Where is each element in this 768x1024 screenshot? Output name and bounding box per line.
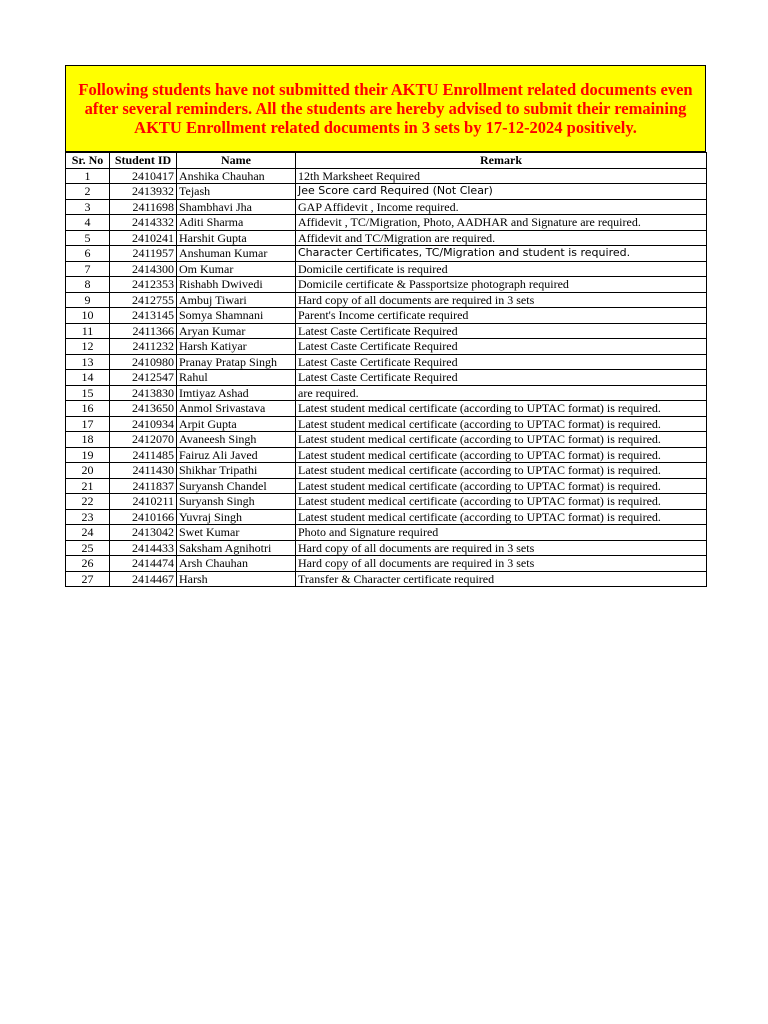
row-student-id: 2411232 bbox=[110, 339, 177, 355]
row-remark: are required. bbox=[296, 385, 707, 401]
row-sr-no: 9 bbox=[66, 292, 110, 308]
row-student-id: 2413145 bbox=[110, 308, 177, 324]
row-student-id: 2412547 bbox=[110, 370, 177, 386]
row-name: Somya Shamnani bbox=[177, 308, 296, 324]
row-sr-no: 19 bbox=[66, 447, 110, 463]
row-sr-no: 15 bbox=[66, 385, 110, 401]
row-sr-no: 8 bbox=[66, 277, 110, 293]
row-name: Suryansh Chandel bbox=[177, 478, 296, 494]
table-row bbox=[66, 494, 707, 510]
row-student-id: 2414433 bbox=[110, 540, 177, 556]
row-remark: Character Certificates, TC/Migration and student is required. bbox=[296, 246, 707, 262]
row-sr-no: 13 bbox=[66, 354, 110, 370]
row-sr-no: 16 bbox=[66, 401, 110, 417]
row-sr-no: 7 bbox=[66, 261, 110, 277]
row-student-id: 2412755 bbox=[110, 292, 177, 308]
row-sr-no: 25 bbox=[66, 540, 110, 556]
table-row bbox=[66, 370, 707, 386]
row-sr-no: 18 bbox=[66, 432, 110, 448]
table-row bbox=[66, 246, 707, 262]
row-name: Anshuman Kumar bbox=[177, 246, 296, 262]
table-row bbox=[66, 230, 707, 246]
row-sr-no: 5 bbox=[66, 230, 110, 246]
row-remark: Latest Caste Certificate Required bbox=[296, 339, 707, 355]
row-name: Rahul bbox=[177, 370, 296, 386]
row-name: Aryan Kumar bbox=[177, 323, 296, 339]
row-name: Imtiyaz Ashad bbox=[177, 385, 296, 401]
row-name: Anshika Chauhan bbox=[177, 168, 296, 184]
row-remark: Latest student medical certificate (according to UPTAC format) is required. bbox=[296, 401, 707, 417]
row-name: Suryansh Singh bbox=[177, 494, 296, 510]
table-row bbox=[66, 432, 707, 448]
row-name: Fairuz Ali Javed bbox=[177, 447, 296, 463]
row-student-id: 2410934 bbox=[110, 416, 177, 432]
header-student-id: Student ID bbox=[110, 153, 177, 169]
row-student-id: 2413650 bbox=[110, 401, 177, 417]
table-row bbox=[66, 323, 707, 339]
row-name: Harshit Gupta bbox=[177, 230, 296, 246]
row-student-id: 2413932 bbox=[110, 184, 177, 200]
row-sr-no: 21 bbox=[66, 478, 110, 494]
row-remark: GAP Affidevit , Income required. bbox=[296, 199, 707, 215]
row-remark: 12th Marksheet Required bbox=[296, 168, 707, 184]
row-remark: Jee Score card Required (Not Clear) bbox=[296, 184, 707, 200]
row-student-id: 2411837 bbox=[110, 478, 177, 494]
table-row bbox=[66, 447, 707, 463]
row-student-id: 2410241 bbox=[110, 230, 177, 246]
row-student-id: 2411430 bbox=[110, 463, 177, 479]
row-remark: Latest student medical certificate (according to UPTAC format) is required. bbox=[296, 447, 707, 463]
row-remark: Hard copy of all documents are required in 3 sets bbox=[296, 556, 707, 572]
row-name: Arsh Chauhan bbox=[177, 556, 296, 572]
table-row bbox=[66, 184, 707, 200]
table-row bbox=[66, 556, 707, 572]
row-student-id: 2414467 bbox=[110, 571, 177, 587]
notice-banner bbox=[65, 65, 706, 152]
row-sr-no: 23 bbox=[66, 509, 110, 525]
row-sr-no: 17 bbox=[66, 416, 110, 432]
table-row bbox=[66, 168, 707, 184]
row-sr-no: 14 bbox=[66, 370, 110, 386]
table-row bbox=[66, 509, 707, 525]
row-name: Om Kumar bbox=[177, 261, 296, 277]
row-remark: Domicile certificate & Passportsize photograph required bbox=[296, 277, 707, 293]
row-remark: Latest student medical certificate (according to UPTAC format) is required. bbox=[296, 478, 707, 494]
row-name: Swet Kumar bbox=[177, 525, 296, 541]
table-row bbox=[66, 339, 707, 355]
document-sheet bbox=[65, 65, 706, 587]
table-row bbox=[66, 199, 707, 215]
row-remark: Latest Caste Certificate Required bbox=[296, 370, 707, 386]
row-student-id: 2410166 bbox=[110, 509, 177, 525]
row-remark: Latest student medical certificate (according to UPTAC format) is required. bbox=[296, 416, 707, 432]
row-name: Anmol Srivastava bbox=[177, 401, 296, 417]
row-name: Tejash bbox=[177, 184, 296, 200]
header-sr-no: Sr. No bbox=[66, 153, 110, 169]
table-row bbox=[66, 277, 707, 293]
row-remark: Hard copy of all documents are required in 3 sets bbox=[296, 540, 707, 556]
row-sr-no: 2 bbox=[66, 184, 110, 200]
header-name: Name bbox=[177, 153, 296, 169]
row-remark: Photo and Signature required bbox=[296, 525, 707, 541]
row-student-id: 2412070 bbox=[110, 432, 177, 448]
row-name: Avaneesh Singh bbox=[177, 432, 296, 448]
row-student-id: 2414474 bbox=[110, 556, 177, 572]
table-row bbox=[66, 308, 707, 324]
table-row bbox=[66, 463, 707, 479]
row-student-id: 2410211 bbox=[110, 494, 177, 510]
row-remark: Latest student medical certificate (according to UPTAC format) is required. bbox=[296, 432, 707, 448]
table-row bbox=[66, 478, 707, 494]
row-name: Shikhar Tripathi bbox=[177, 463, 296, 479]
row-sr-no: 22 bbox=[66, 494, 110, 510]
table-row bbox=[66, 385, 707, 401]
table-row bbox=[66, 540, 707, 556]
row-remark: Hard copy of all documents are required in 3 sets bbox=[296, 292, 707, 308]
row-remark: Latest Caste Certificate Required bbox=[296, 323, 707, 339]
row-sr-no: 27 bbox=[66, 571, 110, 587]
row-student-id: 2413830 bbox=[110, 385, 177, 401]
row-remark: Transfer & Character certificate required bbox=[296, 571, 707, 587]
row-sr-no: 3 bbox=[66, 199, 110, 215]
students-table bbox=[65, 152, 707, 587]
row-sr-no: 12 bbox=[66, 339, 110, 355]
row-student-id: 2410980 bbox=[110, 354, 177, 370]
row-name: Harsh bbox=[177, 571, 296, 587]
header-remark: Remark bbox=[296, 153, 707, 169]
row-remark: Affidevit and TC/Migration are required. bbox=[296, 230, 707, 246]
row-name: Arpit Gupta bbox=[177, 416, 296, 432]
row-sr-no: 4 bbox=[66, 215, 110, 231]
row-sr-no: 26 bbox=[66, 556, 110, 572]
row-name: Aditi Sharma bbox=[177, 215, 296, 231]
table-row bbox=[66, 416, 707, 432]
row-student-id: 2414300 bbox=[110, 261, 177, 277]
row-name: Ambuj Tiwari bbox=[177, 292, 296, 308]
row-remark: Latest Caste Certificate Required bbox=[296, 354, 707, 370]
table-row bbox=[66, 401, 707, 417]
row-remark: Latest student medical certificate (according to UPTAC format) is required. bbox=[296, 463, 707, 479]
row-sr-no: 10 bbox=[66, 308, 110, 324]
table-row bbox=[66, 261, 707, 277]
row-student-id: 2412353 bbox=[110, 277, 177, 293]
row-remark: Latest student medical certificate (according to UPTAC format) is required. bbox=[296, 494, 707, 510]
table-row bbox=[66, 354, 707, 370]
row-student-id: 2411698 bbox=[110, 199, 177, 215]
notice-text: Following students have not submitted their AKTU Enrollment related documents even after several reminders. All the students are hereby advised to submit their remaining AKTU Enrollment related documents in 3 sets by 17-12-2024 positively. bbox=[78, 80, 693, 137]
table-row bbox=[66, 525, 707, 541]
row-name: Saksham Agnihotri bbox=[177, 540, 296, 556]
row-remark: Affidevit , TC/Migration, Photo, AADHAR and Signature are required. bbox=[296, 215, 707, 231]
table-row bbox=[66, 292, 707, 308]
row-student-id: 2413042 bbox=[110, 525, 177, 541]
row-student-id: 2411957 bbox=[110, 246, 177, 262]
row-student-id: 2411366 bbox=[110, 323, 177, 339]
row-name: Shambhavi Jha bbox=[177, 199, 296, 215]
row-student-id: 2411485 bbox=[110, 447, 177, 463]
row-name: Pranay Pratap Singh bbox=[177, 354, 296, 370]
table-row bbox=[66, 215, 707, 231]
row-remark: Latest student medical certificate (according to UPTAC format) is required. bbox=[296, 509, 707, 525]
row-remark: Domicile certificate is required bbox=[296, 261, 707, 277]
row-student-id: 2410417 bbox=[110, 168, 177, 184]
row-name: Rishabh Dwivedi bbox=[177, 277, 296, 293]
row-sr-no: 6 bbox=[66, 246, 110, 262]
table-row bbox=[66, 571, 707, 587]
row-student-id: 2414332 bbox=[110, 215, 177, 231]
row-name: Yuvraj Singh bbox=[177, 509, 296, 525]
row-sr-no: 11 bbox=[66, 323, 110, 339]
row-remark: Parent's Income certificate required bbox=[296, 308, 707, 324]
table-header-row bbox=[66, 153, 707, 169]
row-sr-no: 20 bbox=[66, 463, 110, 479]
row-sr-no: 1 bbox=[66, 168, 110, 184]
row-sr-no: 24 bbox=[66, 525, 110, 541]
row-name: Harsh Katiyar bbox=[177, 339, 296, 355]
